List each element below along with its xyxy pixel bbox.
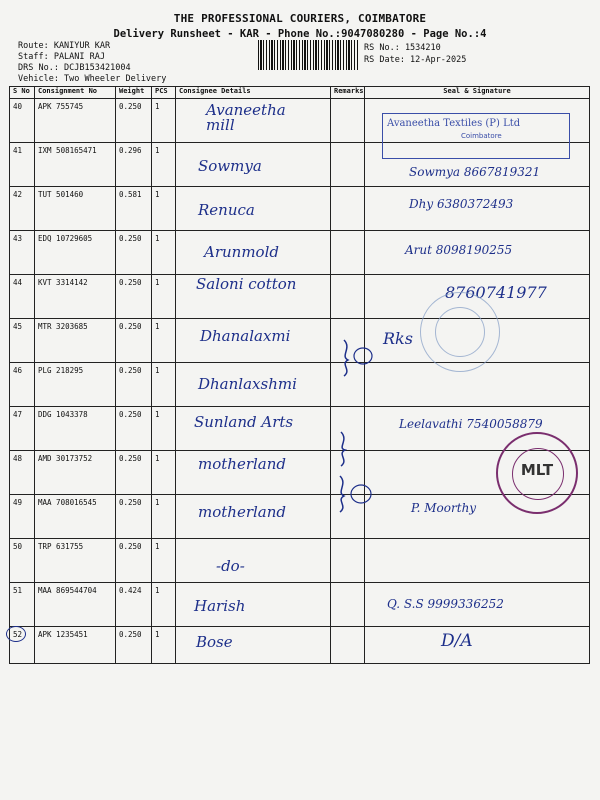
weight: 0.250	[116, 495, 152, 539]
signature-cell	[365, 583, 590, 627]
remarks	[331, 231, 365, 275]
sno: 44	[10, 275, 35, 319]
sno: 49	[10, 495, 35, 539]
consignee-handwriting: Saloni cotton	[196, 275, 297, 293]
consignee-cell	[176, 583, 331, 627]
consignee-handwriting: motherland	[198, 455, 286, 473]
pcs: 1	[152, 231, 176, 275]
signature-cell	[365, 539, 590, 583]
consignee-cell	[176, 99, 331, 143]
consignment-no: APK 755745	[35, 99, 116, 143]
sno: 51	[10, 583, 35, 627]
table-row	[10, 583, 590, 627]
col-pcs: PCS	[152, 87, 176, 99]
delivery-table	[9, 86, 590, 664]
stamp-company-city: Coimbatore	[461, 132, 502, 140]
table-row	[10, 319, 590, 363]
weight: 0.250	[116, 363, 152, 407]
sno: 43	[10, 231, 35, 275]
pcs: 1	[152, 451, 176, 495]
remarks	[331, 539, 365, 583]
remarks	[331, 583, 365, 627]
consignment-no: MTR 3203685	[35, 319, 116, 363]
bracket-mark-icon	[338, 338, 378, 378]
weight: 0.250	[116, 451, 152, 495]
consignment-no: APK 1235451	[35, 627, 116, 664]
consignment-no: EDQ 10729605	[35, 231, 116, 275]
signature-handwriting: Leelavathi 7540058879	[399, 417, 543, 431]
sno: 47	[10, 407, 35, 451]
consignment-no: IXM 508165471	[35, 143, 116, 187]
consignment-no: DDG 1043378	[35, 407, 116, 451]
signature-cell	[365, 187, 590, 231]
table-row	[10, 231, 590, 275]
sno: 48	[10, 451, 35, 495]
remarks	[331, 275, 365, 319]
pcs: 1	[152, 363, 176, 407]
consignee-handwriting: Dhanlaxshmi	[198, 375, 297, 393]
sno: 46	[10, 363, 35, 407]
company-stamp	[382, 113, 570, 159]
signature-handwriting: 8760741977	[445, 283, 547, 302]
consignee-handwriting: motherland	[198, 503, 286, 521]
staff-label: Staff: PALANI RAJ	[18, 52, 105, 62]
remarks	[331, 99, 365, 143]
company-title: THE PROFESSIONAL COURIERS, COIMBATORE	[173, 12, 427, 25]
pcs: 1	[152, 627, 176, 664]
runsheet-subtitle: Delivery Runsheet - KAR - Phone No.:9047080280 - Page No.:4	[113, 28, 487, 40]
pcs: 1	[152, 539, 176, 583]
weight: 0.250	[116, 275, 152, 319]
remarks	[331, 187, 365, 231]
consignee-cell	[176, 627, 331, 664]
consignment-no: MAA 869544704	[35, 583, 116, 627]
pcs: 1	[152, 99, 176, 143]
remarks	[331, 143, 365, 187]
mlt-stamp	[496, 432, 578, 514]
consignee-cell	[176, 231, 331, 275]
signature-handwriting: D/A	[441, 631, 473, 651]
table-row	[10, 407, 590, 451]
weight: 0.581	[116, 187, 152, 231]
consignee-handwriting: Bose	[196, 633, 233, 651]
weight: 0.250	[116, 407, 152, 451]
signature-handwriting: P. Moorthy	[411, 501, 477, 515]
table-row	[10, 627, 590, 664]
rs-number: RS No.: 1534210	[364, 43, 441, 53]
route-label: Route: KANIYUR KAR	[18, 41, 111, 51]
signature-handwriting: Dhy 6380372493	[409, 197, 514, 211]
pcs: 1	[152, 187, 176, 231]
pcs: 1	[152, 319, 176, 363]
col-weight: Weight	[116, 87, 152, 99]
weight: 0.250	[116, 99, 152, 143]
pcs: 1	[152, 583, 176, 627]
sno: 45	[10, 319, 35, 363]
consignee-cell	[176, 539, 331, 583]
signature-handwriting: Rks	[383, 329, 413, 348]
col-remarks: Remarks	[331, 87, 365, 99]
pcs: 1	[152, 275, 176, 319]
consignment-no: PLG 218295	[35, 363, 116, 407]
consignee-cell	[176, 143, 331, 187]
consignee-handwriting: Sowmya	[198, 157, 262, 175]
consignee-handwriting: Avaneetha mill	[206, 101, 286, 134]
consignment-no: MAA 708016545	[35, 495, 116, 539]
remarks	[331, 627, 365, 664]
drs-label: DRS No.: DCJB153421004	[18, 63, 131, 73]
signature-cell	[365, 363, 590, 407]
consignee-handwriting: Sunland Arts	[194, 413, 294, 431]
table-row	[10, 363, 590, 407]
consignee-handwriting: Harish	[194, 597, 246, 615]
consignment-no: TRP 631755	[35, 539, 116, 583]
consignee-cell	[176, 319, 331, 363]
weight: 0.296	[116, 143, 152, 187]
round-stamp-icon	[420, 292, 500, 372]
rs-date: RS Date: 12-Apr-2025	[364, 55, 467, 65]
col-consignment: Consignment No	[35, 87, 116, 99]
consignee-cell	[176, 275, 331, 319]
circle-mark-icon	[6, 626, 26, 642]
consignee-handwriting: Arunmold	[204, 243, 279, 261]
signature-handwriting: Arut 8098190255	[405, 243, 513, 257]
table-row	[10, 275, 590, 319]
bracket-mark-icon	[335, 430, 359, 468]
sno: 40	[10, 99, 35, 143]
barcode-icon	[258, 40, 358, 70]
weight: 0.250	[116, 627, 152, 664]
consignee-cell	[176, 363, 331, 407]
col-signature: Seal & Signature	[365, 87, 590, 99]
table-header	[10, 87, 590, 99]
consignment-no: AMD 30173752	[35, 451, 116, 495]
stamp-company-name: Avaneetha Textiles (P) Ltd	[387, 118, 521, 129]
signature-cell	[365, 231, 590, 275]
pcs: 1	[152, 495, 176, 539]
signature-cell	[365, 627, 590, 664]
sno	[10, 627, 35, 664]
consignment-no: KVT 3314142	[35, 275, 116, 319]
weight: 0.424	[116, 583, 152, 627]
consignee-cell	[176, 495, 331, 539]
consignee-cell	[176, 451, 331, 495]
sno: 42	[10, 187, 35, 231]
vehicle-label: Vehicle: Two Wheeler Delivery	[18, 74, 167, 84]
consignee-handwriting: Dhanalaxmi	[200, 327, 291, 345]
mlt-stamp-text: MLT	[520, 461, 554, 479]
weight: 0.250	[116, 319, 152, 363]
col-sno: S No	[10, 87, 35, 99]
weight: 0.250	[116, 539, 152, 583]
pcs: 1	[152, 407, 176, 451]
col-consignee: Consignee Details	[176, 87, 331, 99]
table-row	[10, 539, 590, 583]
sno-value: 52	[13, 630, 23, 639]
bracket-mark-icon	[334, 474, 378, 514]
consignee-cell	[176, 187, 331, 231]
consignee-handwriting: -do-	[216, 557, 245, 575]
consignee-cell	[176, 407, 331, 451]
pcs: 1	[152, 143, 176, 187]
weight: 0.250	[116, 231, 152, 275]
signature-handwriting: Q. S.S 9999336252	[387, 597, 504, 611]
sno: 50	[10, 539, 35, 583]
sno: 41	[10, 143, 35, 187]
consignee-handwriting: Renuca	[198, 201, 255, 219]
signature-handwriting: Sowmya 8667819321	[409, 165, 541, 179]
table-row	[10, 187, 590, 231]
consignment-no: TUT 501460	[35, 187, 116, 231]
table-row	[10, 495, 590, 539]
